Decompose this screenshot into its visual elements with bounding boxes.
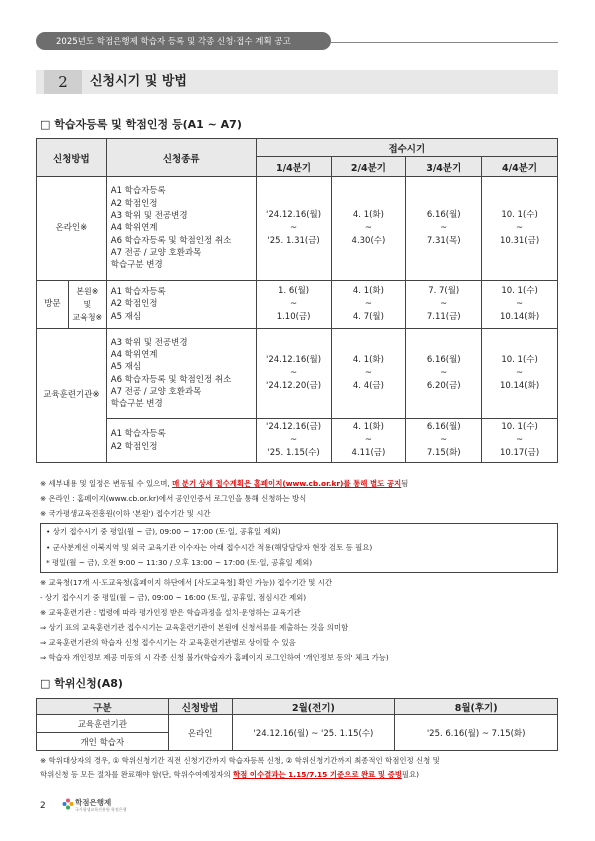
kind-item: A2 학점인정 [110, 299, 158, 310]
period-cell: '24.12.16(금) ~ '25. 1.15(수) [256, 419, 331, 463]
schedule-table [36, 138, 558, 463]
logo-icon [62, 798, 74, 810]
period-cell: 1. 6(월) ~ 1.10(금) [256, 281, 331, 329]
table-row [37, 329, 558, 419]
note-10: ※ 학위대상자의 경우, ① 학위신청기간 직전 신청기간까지 학습자등록 신청, ② 학위신청기간까지 최종적인 학점인정 신청 및 [40, 756, 440, 765]
period-cell: 4. 1(화) ~ 4.30(수) [331, 177, 406, 281]
subsection-title-2: □ 학위신청(A8) [40, 677, 123, 690]
hours-line-2: • 군사분계선 이북지역 및 외국 교육기관 이수자는 아래 접수시간 적용(해당담당자 현장 검토 등 필요) [46, 543, 373, 552]
kind-item: 학습구분 변경 [110, 260, 163, 271]
kind-item: A4 학위연계 [110, 223, 158, 234]
page-number: 2 [40, 801, 46, 811]
logo-text: 학점은행제 [75, 798, 112, 807]
feb-period-cell: '24.12.16(월) ~ '25. 1.15(수) [232, 715, 395, 751]
note-3: ※ 국가평생교육진흥원(이하 '본원') 접수기간 및 시간 [40, 509, 211, 518]
table-row [37, 281, 558, 329]
visit-office-label: 교육청※ [72, 313, 103, 322]
col-header-type: 신청종류 [106, 139, 256, 177]
method-cell: 교육훈련기관※ [37, 329, 107, 463]
division-cell: 개인 학습자 [37, 733, 169, 751]
col-header-q1: 1/4분기 [256, 157, 331, 177]
kind-item: A1 학습자등록 [110, 287, 166, 298]
kind-item: A6 학습자등록 및 학점인정 취소 [110, 235, 232, 246]
kind-item: A2 학점인정 [110, 198, 158, 209]
period-cell: 10. 1(수) ~ 10.14(화) [482, 281, 558, 329]
col-header-period: 접수시기 [256, 139, 557, 157]
subsection-title-1: □ 학습자등록 및 학점인정 등(A1 ~ A7) [40, 118, 242, 131]
period-cell: 6.16(월) ~ 6.20(금) [406, 329, 482, 419]
kind-item: A6 학습자등록 및 학점인정 취소 [110, 374, 232, 385]
note-8: ⇒ 교육훈련기관의 학습자 신청 접수시기는 각 교육훈련기관별로 상이할 수 있음 [40, 638, 296, 647]
col-header-method: 신청방법 [168, 699, 232, 715]
col-header-aug: 8월(후기) [395, 699, 558, 715]
aug-period-cell: '25. 6.16(월) ~ 7.15(화) [395, 715, 558, 751]
table-row [37, 177, 558, 281]
period-cell: 4. 1(화) ~ 4.11(금) [331, 419, 406, 463]
kind-item: A5 재심 [110, 311, 142, 322]
table-row [37, 419, 558, 463]
kinds-cell [106, 281, 256, 329]
note-11-highlight: 학점 이수결과는 1.15/7.15 기준으로 완료 및 증빙 [233, 770, 402, 779]
period-cell: 6.16(월) ~ 7.31(목) [406, 177, 482, 281]
col-header-method: 신청방법 [37, 139, 107, 177]
table-row [37, 715, 558, 733]
note-1: ※ 세부내용 및 일정은 변동될 수 있으며, 매 분기 상세 접수계획은 홈페이지(www.cb.or.kr)를 통해 별도 공지됨 [40, 479, 409, 488]
division-cell: 교육훈련기관 [37, 715, 169, 733]
period-cell: 4. 1(화) ~ 4. 4(금) [331, 329, 406, 419]
note-6: ※ 교육훈련기관 : 법령에 따라 평가인정 받은 학습과정을 설치·운영하는 교육기관 [40, 608, 301, 617]
period-cell: 7. 7(월) ~ 7.11(금) [406, 281, 482, 329]
note-7: ⇒ 상기 표의 교육훈련기관 접수시기는 교육훈련기관이 본원에 신청서류를 제출하는 것을 의미함 [40, 623, 349, 632]
kind-item: A2 학점인정 [110, 441, 158, 452]
period-cell: 6.16(월) ~ 7.15(화) [406, 419, 482, 463]
period-cell: 10. 1(수) ~ 10.17(금) [482, 419, 558, 463]
visit-cell: 방문 [37, 281, 69, 329]
col-header-division: 구분 [37, 699, 169, 715]
kind-item: A5 재심 [110, 362, 142, 373]
kind-item: A1 학습자등록 [110, 429, 166, 440]
note-2: ※ 온라인 : 홈페이지(www.cb.or.kr)에서 공인인증서 로그인을 통해 신청하는 방식 [40, 494, 307, 503]
col-header-q4: 4/4분기 [482, 157, 558, 177]
kinds-cell [106, 419, 256, 463]
kind-item: A4 학위연계 [110, 349, 158, 360]
hours-line-3: * 평일(월 ~ 금), 오전 9:00 ~ 11:30 / 오후 13:00 ~ 17:00 (토·일, 공휴일 제외) [46, 558, 313, 567]
visit-and-label: 및 [83, 300, 92, 309]
hours-line-1: • 상기 접수시기 중 평일(월 ~ 금), 09:00 ~ 17:00 (토·일, 공휴일 제외) [46, 527, 281, 536]
col-header-feb: 2월(전기) [232, 699, 395, 715]
visit-main-label: 본원※ [76, 287, 99, 296]
method-cell: 온라인 [168, 715, 232, 751]
visit-sub-cell [68, 281, 106, 329]
section-title: 신청시기 및 방법 [90, 74, 187, 89]
logo-subtext: 국가평생교육진흥원 학점은행 [75, 807, 127, 812]
method-cell: 온라인※ [37, 177, 107, 281]
degree-table [36, 698, 558, 751]
header-rule [330, 42, 558, 43]
kind-item: A3 학위 및 전공변경 [110, 337, 188, 348]
kind-item: 학습구분 변경 [110, 399, 163, 410]
period-cell: 10. 1(수) ~ 10.31(금) [482, 177, 558, 281]
kind-item: A7 전공 / 교양 호환과목 [110, 386, 202, 397]
kind-item: A1 학습자등록 [110, 186, 166, 197]
note-1-highlight: 매 분기 상세 접수계획은 홈페이지(www.cb.or.kr)를 통해 별도 공지 [172, 479, 402, 488]
period-cell: 10. 1(수) ~ 10.14(화) [482, 329, 558, 419]
kind-item: A7 전공 / 교양 호환과목 [110, 247, 202, 258]
note-5: - 상기 접수시기 중 평일(월 ~ 금), 09:00 ~ 16:00 (토·일, 공휴일, 점심시간 제외) [40, 593, 307, 602]
kind-item: A3 학위 및 전공변경 [110, 211, 188, 222]
note-9: ⇒ 학습자 개인정보 제공 미동의 시 각종 신청 불가(학습자가 홈페이지 로그인하여 '개인정보 동의' 체크 가능) [40, 653, 389, 662]
note-4: ※ 교육청(17개 시·도교육청(홈페이지 하단에서 [사도교육청] 확인 가능)) 접수기간 및 시간 [40, 578, 332, 587]
note-11: 학위신청 등 모든 절차를 완료해야 함(단, 학위수여예정자의 학점 이수결과는 1.15/7.15 기준으로 완료 및 증빙필요) [40, 770, 420, 779]
kinds-cell [106, 177, 256, 281]
period-cell: '24.12.16(월) ~ '24.12.20(금) [256, 329, 331, 419]
kinds-cell [106, 329, 256, 419]
col-header-q3: 3/4분기 [406, 157, 482, 177]
col-header-q2: 2/4분기 [331, 157, 406, 177]
section-number: 2 [44, 70, 82, 94]
period-cell: '24.12.16(월) ~ '25. 1.31(금) [256, 177, 331, 281]
period-cell: 4. 1(화) ~ 4. 7(월) [331, 281, 406, 329]
header-title: 2025년도 학점은행제 학습자 등록 및 각종 신청·접수 계획 공고 [56, 37, 291, 47]
